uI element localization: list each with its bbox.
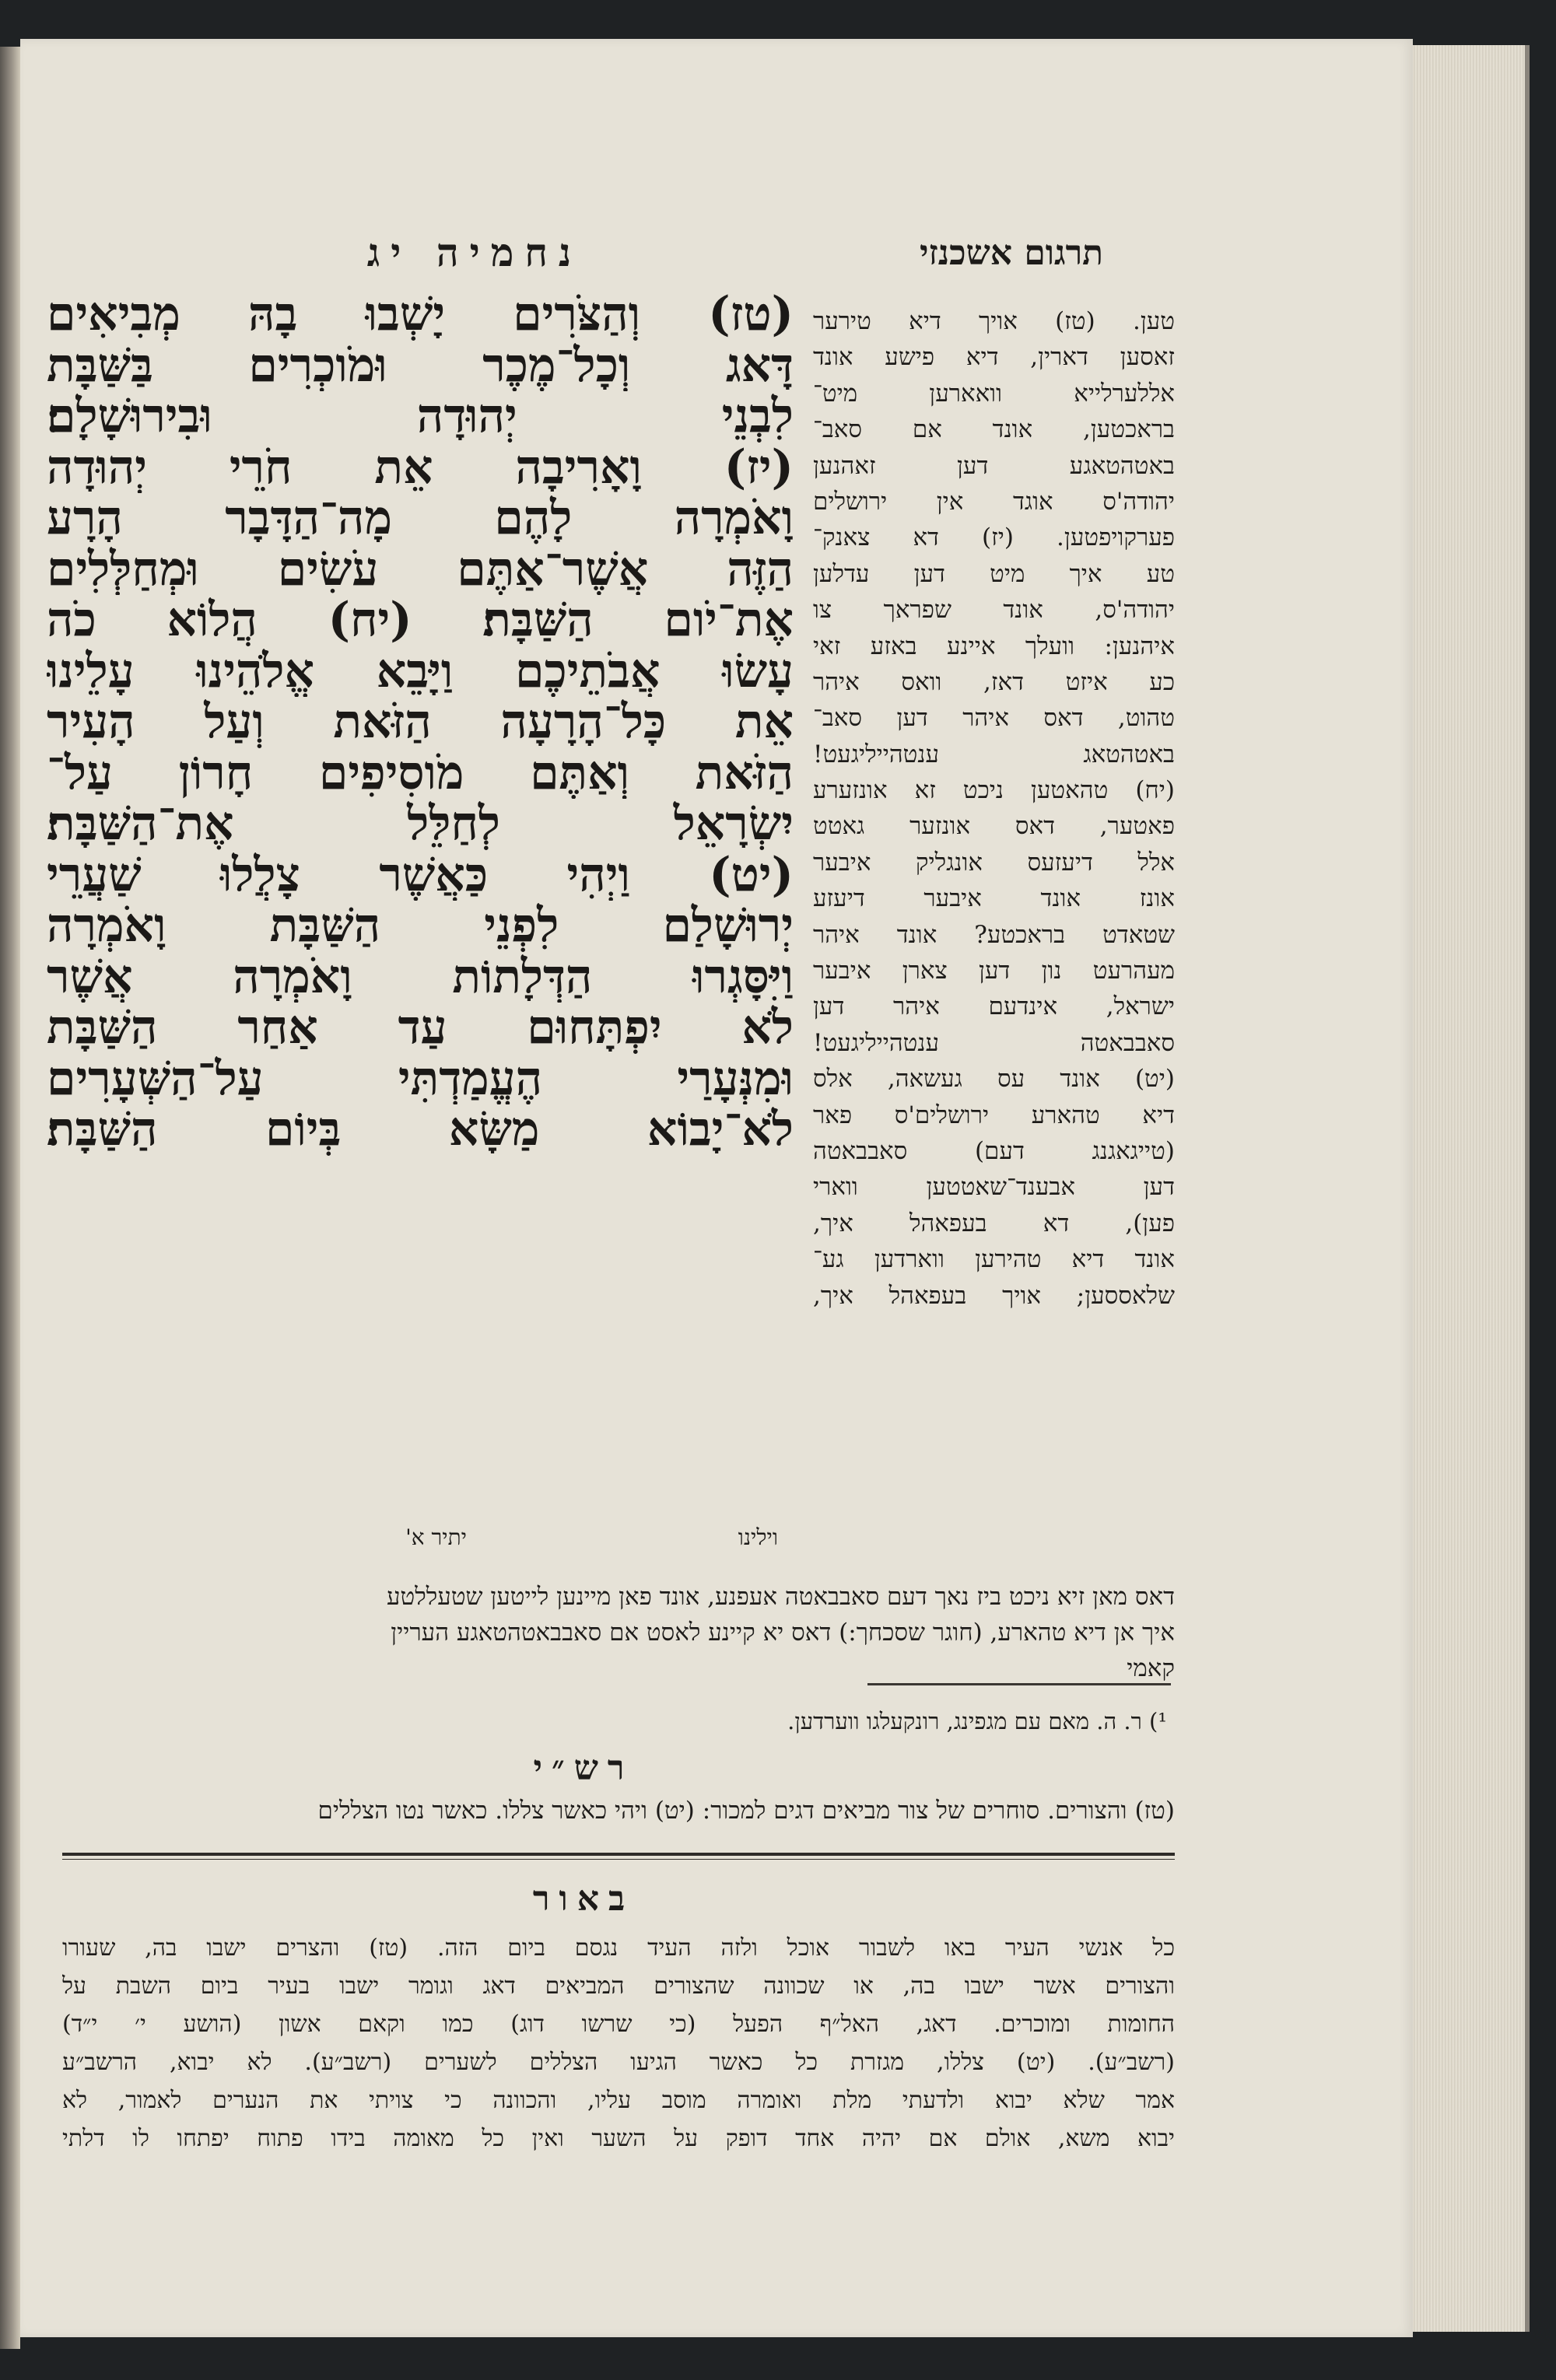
targum-line: אלל דיעזעס אונגליק איבער — [813, 848, 1175, 877]
text-line: הַזֶּה אֲשֶׁר־אַתֶּם עֹשִׂים וּמְחַלְּלִים — [47, 544, 794, 595]
targum-line: דען אבענד־שאטטען ווארי — [813, 1173, 1175, 1202]
targum-column — [813, 303, 1175, 1587]
targum-line: סאבבאטה ענטהייליגעט! — [813, 1028, 1175, 1057]
text-line: עָשׂוּ אֲבֹתֵיכֶם וַיָּבֵא אֱלֹהֵינוּ עָלֵינוּ — [47, 646, 794, 697]
footnote: ¹) ר. ה. מאם עם מגפינג, רונקעלגו ווערדען. — [787, 1708, 1167, 1734]
rashi-commentary: (טז) והצורים. סוחרים של צור מביאים דגים למכור: (יט) ויהי כאשר צללו. כאשר נטו הצללים — [317, 1797, 1175, 1825]
targum-line: כע איזט דאז, וואס איהר — [813, 667, 1175, 696]
rashi-heading: רש״י — [533, 1748, 634, 1788]
text-line: וָאֹמְרָה לָהֶם מָה־הַדָּבָר הָרָע — [47, 493, 794, 544]
biur-line: והצורים אשר ישבו בה, או שכוונה שהצורים המביאים דאג וגומר ישבו בעיר ביום השבת על — [62, 1972, 1175, 2000]
text-line: וַיִּסָּגְרוּ הַדְּלָתוֹת וָאֹמְרָה אֲשֶׁר — [47, 951, 794, 1003]
targum-line: בראכטען, אונד אם סאב־ — [813, 415, 1175, 444]
text-line: אֵת כָּל־הָרָעָה הַזֹּאת וְעַל הָעִיר — [47, 697, 794, 748]
catchword-masorah-note: יתיר א' — [405, 1524, 467, 1550]
continuation-line: דאס מאן זיא ניכט ביז נאך דעם סאבבאטה אעפנע, אונד פאן מיינען לייטען שטעללטע — [387, 1583, 1175, 1611]
text-line: לֹא־יָבוֹא מַשָּׂא בְּיוֹם הַשַּׁבָּת׃ — [47, 1104, 794, 1156]
targum-line: שלאססען; אויך בעפאהל איך, — [813, 1281, 1175, 1310]
targum-line: פערקויפטען. (יז) דא צאנק־ — [813, 523, 1175, 552]
targum-line: טהוט, דאס איהר דען סאב־ — [813, 704, 1175, 733]
book-spine-edge — [0, 47, 20, 2349]
text-line: וּמִנְּעָרַי הֶעֱמַדְתִּי עַל־הַשְּׁעָרִים — [47, 1053, 794, 1104]
section-divider — [62, 1853, 1175, 1856]
page-stack-edge — [1408, 45, 1530, 2332]
targum-line: יהודה'ס, אונד שפראך צו — [813, 596, 1175, 625]
text-line: הַזֹּאת וְאַתֶּם מֹוסִיפִים חָרוֹן עַל־ — [47, 747, 794, 799]
biur-line: החומות ומוכרים. דאג, האל״ף הפעל (כי שרשו דוג) כמו וקאם אשון (הושע י׳ י״ד) — [62, 2011, 1175, 2038]
targum-line: טע איך מיט דען עדלען — [813, 559, 1175, 588]
text-line: (יט) וַיְהִי כַּאֲשֶׁר צָלֲלוּ שַׁעֲרֵי — [47, 849, 794, 901]
text-line: לִבְנֵי יְהוּדָה וּבִירוּשָׁלָם׃ — [47, 391, 794, 443]
targum-line: אונז אונד איבער דיעזע — [813, 884, 1175, 913]
text-line: (יז) וָאָרִיבָה אֵת חֹרֵי יְהוּדָה — [47, 442, 794, 493]
targum-line: שטאדט בראכטע? אונד איהר — [813, 920, 1175, 949]
main-hebrew-text — [47, 289, 794, 1534]
text-line: יִשְׂרָאֵל לְחַלֵּל אֶת־הַשַּׁבָּת׃ — [47, 799, 794, 850]
text-line: לֹא יִפְתָּחוּם עַד אַחַר הַשַּׁבָּת — [47, 1003, 794, 1054]
targum-line: פאטער, דאס אונזער גאטט — [813, 812, 1175, 841]
text-line: (טז) וְהַצֹּרִים יָשְׁבוּ בָהּ מְבִיאִים — [47, 289, 794, 341]
targum-column-title: תרגום אשכנזי — [919, 233, 1104, 273]
targum-continuation — [62, 1579, 1175, 1696]
biur-line: כל אנשי העיר באו לשבור אוכל ולזה העיד נגסם ביום הזה. (טז) והצרים ישבו בה, שעורו — [62, 1934, 1175, 1962]
targum-line: באטהטאג ענטהייליגעט! — [813, 740, 1175, 768]
text-line: אֶת־יֹום הַשַּׁבָּת׃ (יח) הֲלוֹא כֹה — [47, 595, 794, 646]
continuation-line: קאמי — [1127, 1654, 1175, 1682]
catchword-next-page: וילינו — [738, 1524, 778, 1550]
biur-line: יבוא משא, אולם אם יהיה אחד דופק על השער ואין כל מאומה בידו פתוח יפתחו לו דלתי — [62, 2125, 1175, 2152]
targum-line: באטהטאגע דען זאהנען — [813, 451, 1175, 480]
targum-line: אללערלייא וואארען מיט־ — [813, 379, 1175, 408]
text-line: יְרוּשָׁלַם לִפְנֵי הַשַּׁבָּת וָאֹמְרָה — [47, 901, 794, 952]
page-title: נחמיה יג — [366, 229, 583, 275]
targum-line: דיא טהארע ירושלים'ס פאר — [813, 1101, 1175, 1129]
targum-line: זאסען דארין, דיא פישע אונד — [813, 343, 1175, 372]
catchwords — [117, 1524, 778, 1559]
continuation-line: איך אן דיא טהארע, (חוגר שסכחך:) דאס יא קיינע לאסט אם סאבבאטהטאגע העריין — [391, 1619, 1175, 1647]
biur-line: (רשב״ע). (יט) צללו, מגזרת כל כאשר הגיעו הצללים לשערים (רשב״ע). לא יבוא, הרשב״ע — [62, 2049, 1175, 2076]
targum-line: יהודה'ס אוגד אין ירושלים — [813, 487, 1175, 516]
section-divider-thin — [62, 1859, 1175, 1860]
targum-line: ישראל, אינדעם איהר דען — [813, 992, 1175, 1021]
footnote-divider — [867, 1683, 1171, 1685]
targum-line: איהנען: וועלך איינע באזע זאי — [813, 632, 1175, 660]
targum-line: (יט) אונד עס געשאה, אלס — [813, 1065, 1175, 1094]
targum-line: פען), דא בעפאהל איך, — [813, 1209, 1175, 1237]
text-line: דָּאג וְכָל־מֶכֶר וּמֹוכְרִים בַּשַּׁבָּת — [47, 340, 794, 391]
targum-line: מעהרעט נון דען צארן איבער — [813, 957, 1175, 985]
biur-commentary — [62, 1929, 1175, 2162]
biur-line: אמר שלא יבוא ולדעתי מלת ואומרה מוסב עליו, והכוונה כי צויתי את הנערים לאמור, לא — [62, 2087, 1175, 2114]
targum-line: טען. (טז) אויך דיא טירער — [813, 307, 1175, 335]
targum-line: (יח) טהאטען ניכט זא אונזערע — [813, 776, 1175, 805]
targum-line: (טייגאגנג דעם) סאבבאטה — [813, 1136, 1175, 1165]
targum-line: אונד דיא טהירען ווארדען גע־ — [813, 1245, 1175, 1274]
biur-heading: באור — [532, 1879, 635, 1919]
